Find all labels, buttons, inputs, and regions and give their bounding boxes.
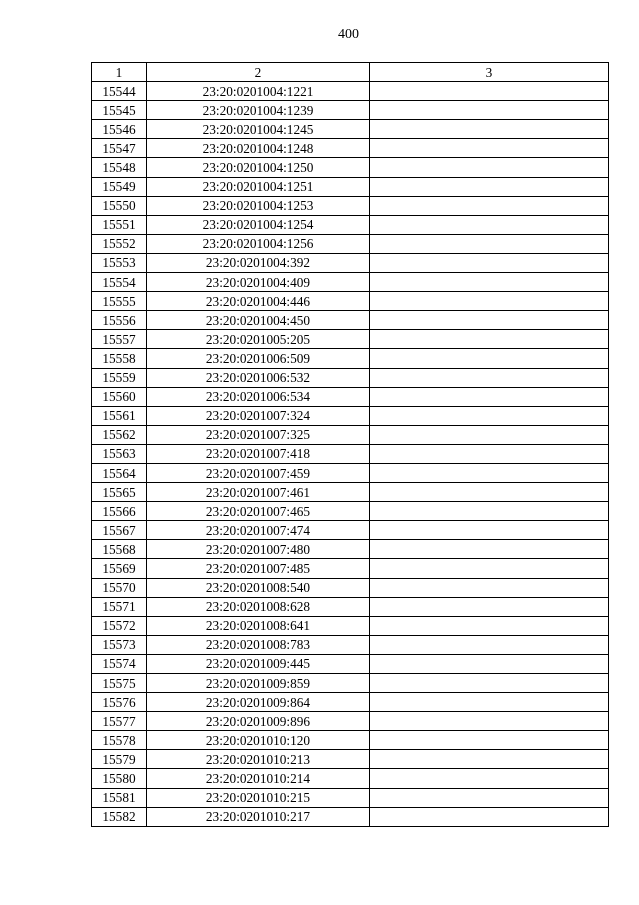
notes-cell [370, 368, 609, 387]
table-row [92, 750, 609, 769]
cadastral-number-cell: 23:20:0201004:392 [147, 253, 370, 272]
notes-cell [370, 406, 609, 425]
row-number-cell: 15561 [92, 406, 147, 425]
row-number-cell: 15573 [92, 635, 147, 654]
notes-cell [370, 463, 609, 482]
notes-cell [370, 483, 609, 502]
page-number: 400 [338, 27, 359, 42]
cadastral-number-cell: 23:20:0201004:1221 [147, 82, 370, 101]
table-row [92, 253, 609, 272]
table-row [92, 559, 609, 578]
notes-cell [370, 674, 609, 693]
cadastral-number-cell: 23:20:0201005:205 [147, 330, 370, 349]
table-row [92, 349, 609, 368]
table-row [92, 120, 609, 139]
table-row [92, 177, 609, 196]
cadastral-number-cell: 23:20:0201007:325 [147, 425, 370, 444]
cadastral-number-cell: 23:20:0201004:1248 [147, 139, 370, 158]
notes-cell [370, 616, 609, 635]
table-body [92, 82, 609, 827]
table-row [92, 731, 609, 750]
cadastral-number-cell: 23:20:0201004:446 [147, 292, 370, 311]
row-number-cell: 15559 [92, 368, 147, 387]
cadastral-number-cell: 23:20:0201007:461 [147, 483, 370, 502]
notes-cell [370, 540, 609, 559]
cadastral-number-cell: 23:20:0201006:532 [147, 368, 370, 387]
notes-cell [370, 654, 609, 673]
table-row [92, 139, 609, 158]
notes-cell [370, 196, 609, 215]
cadastral-number-cell: 23:20:0201004:1253 [147, 196, 370, 215]
notes-cell [370, 234, 609, 253]
notes-cell [370, 82, 609, 101]
row-number-cell: 15568 [92, 540, 147, 559]
cadastral-number-cell: 23:20:0201004:409 [147, 273, 370, 292]
row-number-cell: 15569 [92, 559, 147, 578]
table-row [92, 788, 609, 807]
notes-cell [370, 253, 609, 272]
table-row [92, 425, 609, 444]
notes-cell [370, 578, 609, 597]
notes-cell [370, 502, 609, 521]
notes-cell [370, 215, 609, 234]
table-row [92, 674, 609, 693]
row-number-cell: 15582 [92, 807, 147, 826]
cadastral-number-cell: 23:20:0201007:418 [147, 444, 370, 463]
cadastral-number-cell: 23:20:0201004:1245 [147, 120, 370, 139]
cadastral-number-cell: 23:20:0201006:534 [147, 387, 370, 406]
notes-cell [370, 139, 609, 158]
cadastral-number-cell: 23:20:0201010:215 [147, 788, 370, 807]
row-number-cell: 15560 [92, 387, 147, 406]
table-row [92, 82, 609, 101]
table-row [92, 444, 609, 463]
cadastral-number-cell: 23:20:0201009:864 [147, 693, 370, 712]
table-row [92, 654, 609, 673]
row-number-cell: 15555 [92, 292, 147, 311]
table-row [92, 330, 609, 349]
column-header-1: 1 [92, 63, 147, 82]
row-number-cell: 15576 [92, 693, 147, 712]
row-number-cell: 15575 [92, 674, 147, 693]
cadastral-number-cell: 23:20:0201004:1254 [147, 215, 370, 234]
cadastral-number-cell: 23:20:0201010:217 [147, 807, 370, 826]
cadastral-number-cell: 23:20:0201010:214 [147, 769, 370, 788]
cadastral-number-cell: 23:20:0201008:641 [147, 616, 370, 635]
cadastral-number-cell: 23:20:0201007:480 [147, 540, 370, 559]
row-number-cell: 15567 [92, 521, 147, 540]
row-number-cell: 15554 [92, 273, 147, 292]
row-number-cell: 15570 [92, 578, 147, 597]
notes-cell [370, 712, 609, 731]
row-number-cell: 15581 [92, 788, 147, 807]
table-row [92, 597, 609, 616]
row-number-cell: 15546 [92, 120, 147, 139]
notes-cell [370, 349, 609, 368]
cadastral-number-cell: 23:20:0201006:509 [147, 349, 370, 368]
notes-cell [370, 635, 609, 654]
cadastral-number-cell: 23:20:0201007:465 [147, 502, 370, 521]
header-row [92, 63, 609, 82]
cadastral-number-cell: 23:20:0201009:445 [147, 654, 370, 673]
cadastral-number-cell: 23:20:0201010:120 [147, 731, 370, 750]
table-header [92, 63, 609, 82]
row-number-cell: 15572 [92, 616, 147, 635]
row-number-cell: 15553 [92, 253, 147, 272]
table-row [92, 234, 609, 253]
row-number-cell: 15549 [92, 177, 147, 196]
table-row [92, 406, 609, 425]
row-number-cell: 15557 [92, 330, 147, 349]
notes-cell [370, 444, 609, 463]
notes-cell [370, 101, 609, 120]
table-row [92, 693, 609, 712]
cadastral-number-cell: 23:20:0201009:859 [147, 674, 370, 693]
notes-cell [370, 425, 609, 444]
notes-cell [370, 292, 609, 311]
row-number-cell: 15564 [92, 463, 147, 482]
cadastral-number-cell: 23:20:0201008:540 [147, 578, 370, 597]
table-row [92, 292, 609, 311]
table-row [92, 196, 609, 215]
cadastral-number-cell: 23:20:0201007:485 [147, 559, 370, 578]
row-number-cell: 15577 [92, 712, 147, 731]
row-number-cell: 15544 [92, 82, 147, 101]
table-row [92, 215, 609, 234]
table-row [92, 769, 609, 788]
row-number-cell: 15558 [92, 349, 147, 368]
cadastral-number-cell: 23:20:0201004:1250 [147, 158, 370, 177]
row-number-cell: 15547 [92, 139, 147, 158]
notes-cell [370, 521, 609, 540]
row-number-cell: 15571 [92, 597, 147, 616]
table-row [92, 807, 609, 826]
notes-cell [370, 559, 609, 578]
table-row [92, 502, 609, 521]
row-number-cell: 15552 [92, 234, 147, 253]
row-number-cell: 15562 [92, 425, 147, 444]
table-row [92, 463, 609, 482]
row-number-cell: 15579 [92, 750, 147, 769]
notes-cell [370, 330, 609, 349]
row-number-cell: 15565 [92, 483, 147, 502]
cadastral-number-cell: 23:20:0201009:896 [147, 712, 370, 731]
column-header-3: 3 [370, 63, 609, 82]
table-row [92, 521, 609, 540]
row-number-cell: 15566 [92, 502, 147, 521]
row-number-cell: 15556 [92, 311, 147, 330]
cadastral-number-cell: 23:20:0201004:1239 [147, 101, 370, 120]
notes-cell [370, 597, 609, 616]
notes-cell [370, 120, 609, 139]
table-row [92, 635, 609, 654]
table-row [92, 540, 609, 559]
cadastral-number-cell: 23:20:0201004:450 [147, 311, 370, 330]
cadastral-number-cell: 23:20:0201007:324 [147, 406, 370, 425]
table-row [92, 712, 609, 731]
cadastral-number-cell: 23:20:0201007:459 [147, 463, 370, 482]
notes-cell [370, 807, 609, 826]
cadastral-number-cell: 23:20:0201008:783 [147, 635, 370, 654]
cadastral-register-table [91, 62, 609, 827]
table-row [92, 483, 609, 502]
row-number-cell: 15580 [92, 769, 147, 788]
table-row [92, 273, 609, 292]
notes-cell [370, 158, 609, 177]
table-row [92, 368, 609, 387]
notes-cell [370, 750, 609, 769]
row-number-cell: 15574 [92, 654, 147, 673]
cadastral-number-cell: 23:20:0201010:213 [147, 750, 370, 769]
notes-cell [370, 177, 609, 196]
table-row [92, 158, 609, 177]
row-number-cell: 15563 [92, 444, 147, 463]
cadastral-number-cell: 23:20:0201004:1256 [147, 234, 370, 253]
table-row [92, 578, 609, 597]
notes-cell [370, 311, 609, 330]
cadastral-number-cell: 23:20:0201007:474 [147, 521, 370, 540]
notes-cell [370, 731, 609, 750]
cadastral-number-cell: 23:20:0201008:628 [147, 597, 370, 616]
notes-cell [370, 788, 609, 807]
table-row [92, 311, 609, 330]
table-row [92, 101, 609, 120]
table-row [92, 387, 609, 406]
notes-cell [370, 769, 609, 788]
row-number-cell: 15550 [92, 196, 147, 215]
table-row [92, 616, 609, 635]
row-number-cell: 15548 [92, 158, 147, 177]
row-number-cell: 15551 [92, 215, 147, 234]
cadastral-number-cell: 23:20:0201004:1251 [147, 177, 370, 196]
row-number-cell: 15545 [92, 101, 147, 120]
column-header-2: 2 [147, 63, 370, 82]
notes-cell [370, 273, 609, 292]
notes-cell [370, 693, 609, 712]
notes-cell [370, 387, 609, 406]
row-number-cell: 15578 [92, 731, 147, 750]
